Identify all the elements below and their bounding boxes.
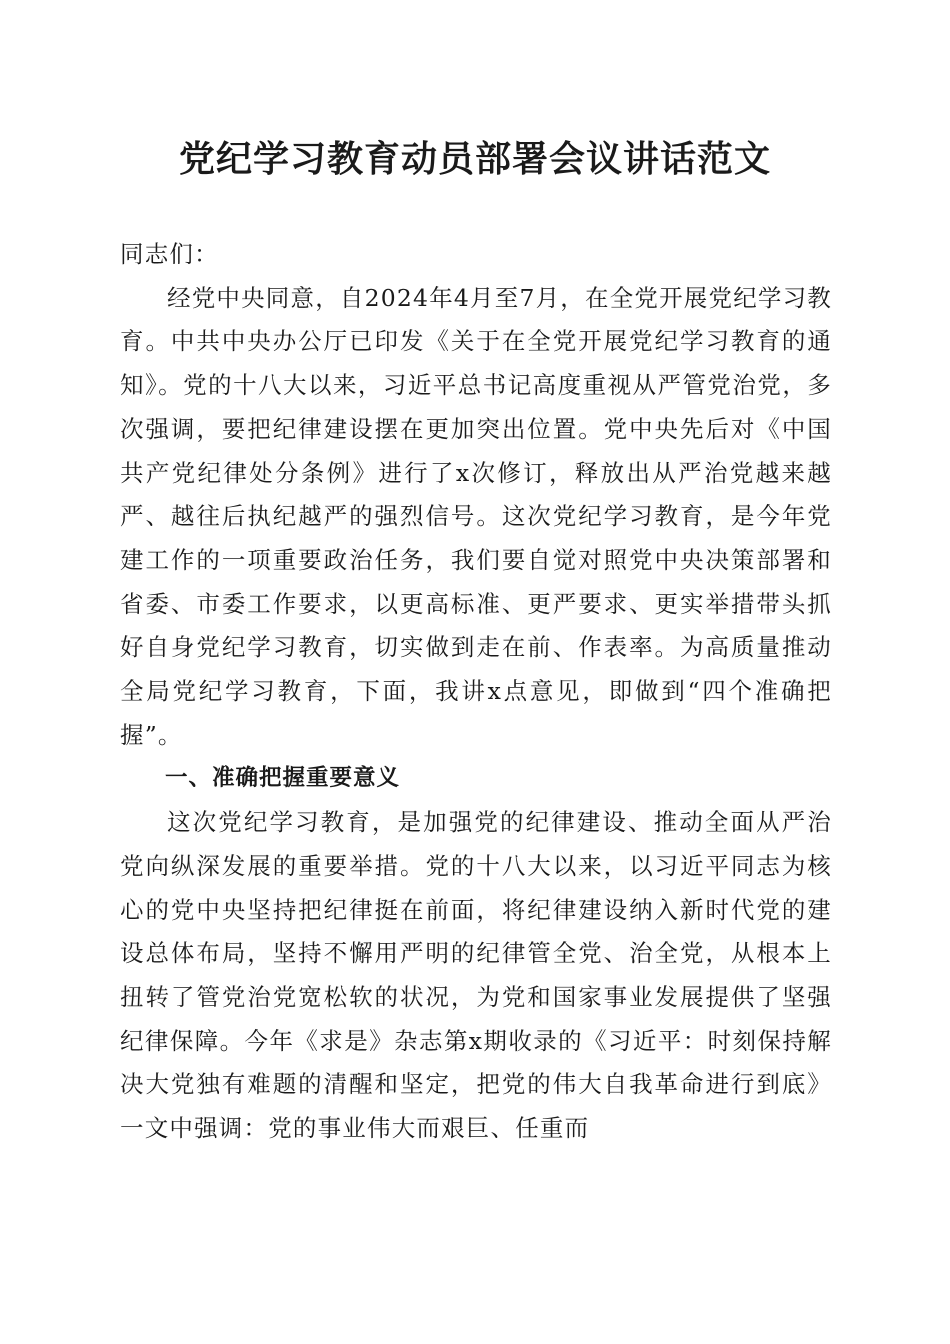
document-body: [120, 233, 832, 1151]
salutation: 同志们：: [120, 240, 219, 268]
document-title: 党纪学习教育动员部署会议讲话范文: [178, 139, 771, 180]
section-heading: 一、准确把握重要意义: [165, 765, 401, 792]
section-paragraph: 这次党纪学习教育，是加强党的纪律建设、推动全面从严治党向纵深发展的重要举措。党的十八大以来，以习近平同志为核心的党中央坚持把纪律挺在前面，将纪律建设纳入新时代党的建设总体布局，坚持不懈用严明的纪律管全党、治全党，从根本上扭转了管党治党宽松软的状况，为党和国家事业发展提供了坚强纪律保障。今年《求是》杂志第x期收录的《习近平：时刻保持解决大党独有难题的清醒和坚定，把党的伟大自我革命进行到底》一文中强调：党的事业伟大而艰巨、任重而: [120, 808, 832, 1143]
intro-paragraph: 经党中央同意，自2024年4月至7月，在全党开展党纪学习教育。中共中央办公厅已印发《关于在全党开展党纪学习教育的通知》。党的十八大以来，习近平总书记高度重视从严管党治党，多次强调，要把纪律建设摆在更加突出位置。党中央先后对《中国共产党纪律处分条例》进行了x次修订，释放出从严治党越来越严、越往后执纪越严的强烈信号。这次党纪学习教育，是今年党建工作的一项重要政治任务，我们要自觉对照党中央决策部署和省委、市委工作要求，以更高标准、更严要求、更实举措带头抓好自身党纪学习教育，切实做到走在前、作表率。为高质量推动全局党纪学习教育，下面，我讲x点意见，即做到“四个准确把握”。: [120, 283, 833, 749]
